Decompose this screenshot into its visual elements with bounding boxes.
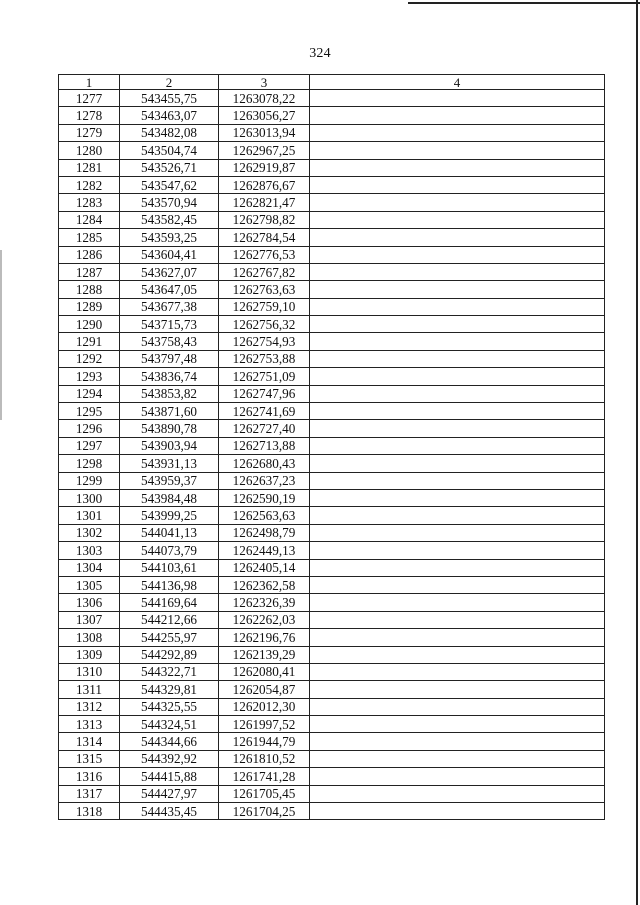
table-cell-col4 xyxy=(310,107,605,124)
table-cell-col1: 1292 xyxy=(59,350,120,367)
table-cell-col2: 543455,75 xyxy=(120,90,219,107)
table-cell-col4 xyxy=(310,420,605,437)
coordinates-table xyxy=(58,74,605,820)
table-row xyxy=(59,124,605,141)
table-cell-col1: 1313 xyxy=(59,716,120,733)
table-cell-col2: 543547,62 xyxy=(120,176,219,193)
table-cell-col3: 1261704,25 xyxy=(219,803,310,820)
table-row xyxy=(59,542,605,559)
table-cell-col4 xyxy=(310,159,605,176)
table-cell-col3: 1261810,52 xyxy=(219,750,310,767)
table-cell-col3: 1263013,94 xyxy=(219,124,310,141)
table-cell-col2: 543890,78 xyxy=(120,420,219,437)
table-row xyxy=(59,403,605,420)
table-cell-col3: 1262876,67 xyxy=(219,176,310,193)
table-row xyxy=(59,211,605,228)
table-cell-col3: 1262967,25 xyxy=(219,142,310,159)
table-cell-col3: 1262080,41 xyxy=(219,663,310,680)
table-cell-col2: 543984,48 xyxy=(120,489,219,506)
column-header-2: 2 xyxy=(120,75,219,90)
table-cell-col2: 544392,92 xyxy=(120,750,219,767)
table-cell-col2: 543999,25 xyxy=(120,507,219,524)
table-cell-col4 xyxy=(310,785,605,802)
table-cell-col1: 1294 xyxy=(59,385,120,402)
table-cell-col4 xyxy=(310,733,605,750)
table-cell-col2: 543715,73 xyxy=(120,316,219,333)
table-row xyxy=(59,176,605,193)
table-cell-col2: 544415,88 xyxy=(120,768,219,785)
table-row xyxy=(59,750,605,767)
table-cell-col1: 1299 xyxy=(59,472,120,489)
table-cell-col4 xyxy=(310,611,605,628)
table-row xyxy=(59,194,605,211)
table-cell-col2: 543504,74 xyxy=(120,142,219,159)
table-cell-col3: 1262405,14 xyxy=(219,559,310,576)
table-header-row xyxy=(59,75,605,90)
table-cell-col3: 1262449,13 xyxy=(219,542,310,559)
table-row xyxy=(59,576,605,593)
table-cell-col4 xyxy=(310,507,605,524)
table-cell-col3: 1262262,03 xyxy=(219,611,310,628)
table-cell-col1: 1286 xyxy=(59,246,120,263)
table-cell-col1: 1288 xyxy=(59,281,120,298)
table-cell-col4 xyxy=(310,263,605,280)
table-cell-col4 xyxy=(310,681,605,698)
table-cell-col1: 1297 xyxy=(59,437,120,454)
table-cell-col3: 1262919,87 xyxy=(219,159,310,176)
column-header-3: 3 xyxy=(219,75,310,90)
table-row xyxy=(59,646,605,663)
table-row xyxy=(59,368,605,385)
table-cell-col2: 543526,71 xyxy=(120,159,219,176)
table-row xyxy=(59,437,605,454)
table-cell-col2: 544324,51 xyxy=(120,716,219,733)
table-cell-col1: 1293 xyxy=(59,368,120,385)
table-cell-col3: 1261944,79 xyxy=(219,733,310,750)
table-cell-col3: 1262012,30 xyxy=(219,698,310,715)
page-number: 324 xyxy=(309,46,331,61)
table-row xyxy=(59,768,605,785)
table-row xyxy=(59,333,605,350)
table-cell-col3: 1262680,43 xyxy=(219,455,310,472)
table-cell-col2: 543758,43 xyxy=(120,333,219,350)
table-cell-col1: 1301 xyxy=(59,507,120,524)
table-cell-col2: 544329,81 xyxy=(120,681,219,698)
table-cell-col1: 1310 xyxy=(59,663,120,680)
table-cell-col4 xyxy=(310,333,605,350)
table-cell-col2: 543627,07 xyxy=(120,263,219,280)
table-cell-col3: 1262741,69 xyxy=(219,403,310,420)
table-row xyxy=(59,663,605,680)
table-cell-col1: 1316 xyxy=(59,768,120,785)
table-row xyxy=(59,681,605,698)
table-cell-col2: 543463,07 xyxy=(120,107,219,124)
table-cell-col3: 1262784,54 xyxy=(219,229,310,246)
table-body xyxy=(59,90,605,820)
table-cell-col3: 1263078,22 xyxy=(219,90,310,107)
table-cell-col1: 1312 xyxy=(59,698,120,715)
table-row xyxy=(59,229,605,246)
table-cell-col2: 543677,38 xyxy=(120,298,219,315)
table-cell-col2: 543647,05 xyxy=(120,281,219,298)
table-cell-col3: 1262563,63 xyxy=(219,507,310,524)
table-cell-col1: 1280 xyxy=(59,142,120,159)
table-cell-col4 xyxy=(310,90,605,107)
table-cell-col4 xyxy=(310,663,605,680)
table-row xyxy=(59,159,605,176)
table-cell-col3: 1262196,76 xyxy=(219,629,310,646)
table-cell-col4 xyxy=(310,298,605,315)
table-row xyxy=(59,489,605,506)
table-cell-col2: 543871,60 xyxy=(120,403,219,420)
table-cell-col4 xyxy=(310,385,605,402)
table-cell-col2: 544344,66 xyxy=(120,733,219,750)
table-cell-col2: 544322,71 xyxy=(120,663,219,680)
table-cell-col1: 1277 xyxy=(59,90,120,107)
table-cell-col4 xyxy=(310,542,605,559)
table-cell-col4 xyxy=(310,194,605,211)
table-cell-col3: 1262798,82 xyxy=(219,211,310,228)
table-cell-col1: 1282 xyxy=(59,176,120,193)
table-cell-col4 xyxy=(310,768,605,785)
table-cell-col3: 1262362,58 xyxy=(219,576,310,593)
table-cell-col1: 1308 xyxy=(59,629,120,646)
table-cell-col1: 1300 xyxy=(59,489,120,506)
table-row xyxy=(59,716,605,733)
table-cell-col2: 544255,97 xyxy=(120,629,219,646)
table-cell-col2: 544136,98 xyxy=(120,576,219,593)
table-cell-col2: 544169,64 xyxy=(120,594,219,611)
table-cell-col2: 544212,66 xyxy=(120,611,219,628)
table-row xyxy=(59,142,605,159)
table-cell-col4 xyxy=(310,403,605,420)
table-cell-col2: 543582,45 xyxy=(120,211,219,228)
table-cell-col3: 1262763,63 xyxy=(219,281,310,298)
table-cell-col2: 544427,97 xyxy=(120,785,219,802)
table-cell-col3: 1262498,79 xyxy=(219,524,310,541)
table-cell-col1: 1318 xyxy=(59,803,120,820)
table-cell-col2: 544435,45 xyxy=(120,803,219,820)
table-cell-col1: 1284 xyxy=(59,211,120,228)
table-cell-col3: 1262756,32 xyxy=(219,316,310,333)
table-cell-col3: 1261705,45 xyxy=(219,785,310,802)
table-cell-col4 xyxy=(310,472,605,489)
table-row xyxy=(59,559,605,576)
column-header-4: 4 xyxy=(310,75,605,90)
table-row xyxy=(59,298,605,315)
table-row xyxy=(59,263,605,280)
table-cell-col4 xyxy=(310,350,605,367)
page-top-border xyxy=(408,2,640,4)
table-cell-col4 xyxy=(310,281,605,298)
table-cell-col3: 1261741,28 xyxy=(219,768,310,785)
table-cell-col1: 1303 xyxy=(59,542,120,559)
table-cell-col2: 543931,13 xyxy=(120,455,219,472)
table-cell-col1: 1304 xyxy=(59,559,120,576)
table-cell-col1: 1306 xyxy=(59,594,120,611)
table-cell-col4 xyxy=(310,576,605,593)
table-row xyxy=(59,90,605,107)
table-row xyxy=(59,281,605,298)
table-cell-col1: 1283 xyxy=(59,194,120,211)
table-cell-col2: 543797,48 xyxy=(120,350,219,367)
table-row xyxy=(59,246,605,263)
table-cell-col4 xyxy=(310,142,605,159)
table-cell-col3: 1262727,40 xyxy=(219,420,310,437)
table-row xyxy=(59,733,605,750)
table-cell-col3: 1262713,88 xyxy=(219,437,310,454)
table-cell-col2: 543836,74 xyxy=(120,368,219,385)
table-cell-col2: 543482,08 xyxy=(120,124,219,141)
table-cell-col1: 1290 xyxy=(59,316,120,333)
table-cell-col3: 1261997,52 xyxy=(219,716,310,733)
table-row xyxy=(59,420,605,437)
table-cell-col4 xyxy=(310,455,605,472)
table-cell-col2: 544041,13 xyxy=(120,524,219,541)
table-cell-col3: 1262821,47 xyxy=(219,194,310,211)
table-cell-col4 xyxy=(310,524,605,541)
table-cell-col1: 1278 xyxy=(59,107,120,124)
table-row xyxy=(59,698,605,715)
table-cell-col3: 1262139,29 xyxy=(219,646,310,663)
table-cell-col3: 1262776,53 xyxy=(219,246,310,263)
table-cell-col1: 1289 xyxy=(59,298,120,315)
table-cell-col4 xyxy=(310,698,605,715)
table-row xyxy=(59,785,605,802)
table-cell-col4 xyxy=(310,437,605,454)
page-right-border xyxy=(636,0,638,905)
table-cell-col1: 1285 xyxy=(59,229,120,246)
table-cell-col4 xyxy=(310,124,605,141)
table-cell-col4 xyxy=(310,629,605,646)
table-row xyxy=(59,611,605,628)
table-cell-col2: 543903,94 xyxy=(120,437,219,454)
table-cell-col3: 1262054,87 xyxy=(219,681,310,698)
table-cell-col4 xyxy=(310,176,605,193)
table-cell-col4 xyxy=(310,559,605,576)
table-cell-col4 xyxy=(310,229,605,246)
table-cell-col2: 544325,55 xyxy=(120,698,219,715)
table-cell-col1: 1302 xyxy=(59,524,120,541)
table-cell-col1: 1296 xyxy=(59,420,120,437)
table-row xyxy=(59,524,605,541)
table-row xyxy=(59,803,605,820)
table-cell-col3: 1262753,88 xyxy=(219,350,310,367)
table-cell-col2: 543604,41 xyxy=(120,246,219,263)
table-row xyxy=(59,385,605,402)
table-cell-col1: 1311 xyxy=(59,681,120,698)
table-cell-col2: 543959,37 xyxy=(120,472,219,489)
table-cell-col2: 544103,61 xyxy=(120,559,219,576)
table-cell-col4 xyxy=(310,211,605,228)
table-row xyxy=(59,107,605,124)
table-row xyxy=(59,350,605,367)
table-cell-col4 xyxy=(310,594,605,611)
table-cell-col3: 1262326,39 xyxy=(219,594,310,611)
table-cell-col1: 1291 xyxy=(59,333,120,350)
table-cell-col4 xyxy=(310,803,605,820)
table-cell-col1: 1305 xyxy=(59,576,120,593)
table-cell-col3: 1262747,96 xyxy=(219,385,310,402)
table-cell-col4 xyxy=(310,246,605,263)
table-cell-col4 xyxy=(310,316,605,333)
table-cell-col3: 1262590,19 xyxy=(219,489,310,506)
table-cell-col3: 1262767,82 xyxy=(219,263,310,280)
table-cell-col3: 1262637,23 xyxy=(219,472,310,489)
table-cell-col3: 1262751,09 xyxy=(219,368,310,385)
table-cell-col3: 1263056,27 xyxy=(219,107,310,124)
table-cell-col4 xyxy=(310,368,605,385)
table-cell-col1: 1314 xyxy=(59,733,120,750)
table-cell-col4 xyxy=(310,489,605,506)
table-row xyxy=(59,507,605,524)
table-cell-col1: 1307 xyxy=(59,611,120,628)
table-cell-col1: 1279 xyxy=(59,124,120,141)
table-cell-col1: 1317 xyxy=(59,785,120,802)
table-row xyxy=(59,316,605,333)
table-cell-col4 xyxy=(310,716,605,733)
table-cell-col3: 1262759,10 xyxy=(219,298,310,315)
table-cell-col4 xyxy=(310,750,605,767)
table-cell-col2: 543570,94 xyxy=(120,194,219,211)
table-cell-col3: 1262754,93 xyxy=(219,333,310,350)
table-cell-col2: 543853,82 xyxy=(120,385,219,402)
table-cell-col2: 543593,25 xyxy=(120,229,219,246)
table-cell-col1: 1315 xyxy=(59,750,120,767)
table-cell-col1: 1298 xyxy=(59,455,120,472)
table-row xyxy=(59,472,605,489)
table-cell-col1: 1281 xyxy=(59,159,120,176)
table-row xyxy=(59,594,605,611)
table-cell-col1: 1295 xyxy=(59,403,120,420)
table-cell-col2: 544292,89 xyxy=(120,646,219,663)
table-row xyxy=(59,455,605,472)
table-cell-col2: 544073,79 xyxy=(120,542,219,559)
scan-left-mark xyxy=(0,250,2,420)
table-cell-col1: 1309 xyxy=(59,646,120,663)
table-cell-col1: 1287 xyxy=(59,263,120,280)
table-row xyxy=(59,629,605,646)
table-cell-col4 xyxy=(310,646,605,663)
column-header-1: 1 xyxy=(59,75,120,90)
